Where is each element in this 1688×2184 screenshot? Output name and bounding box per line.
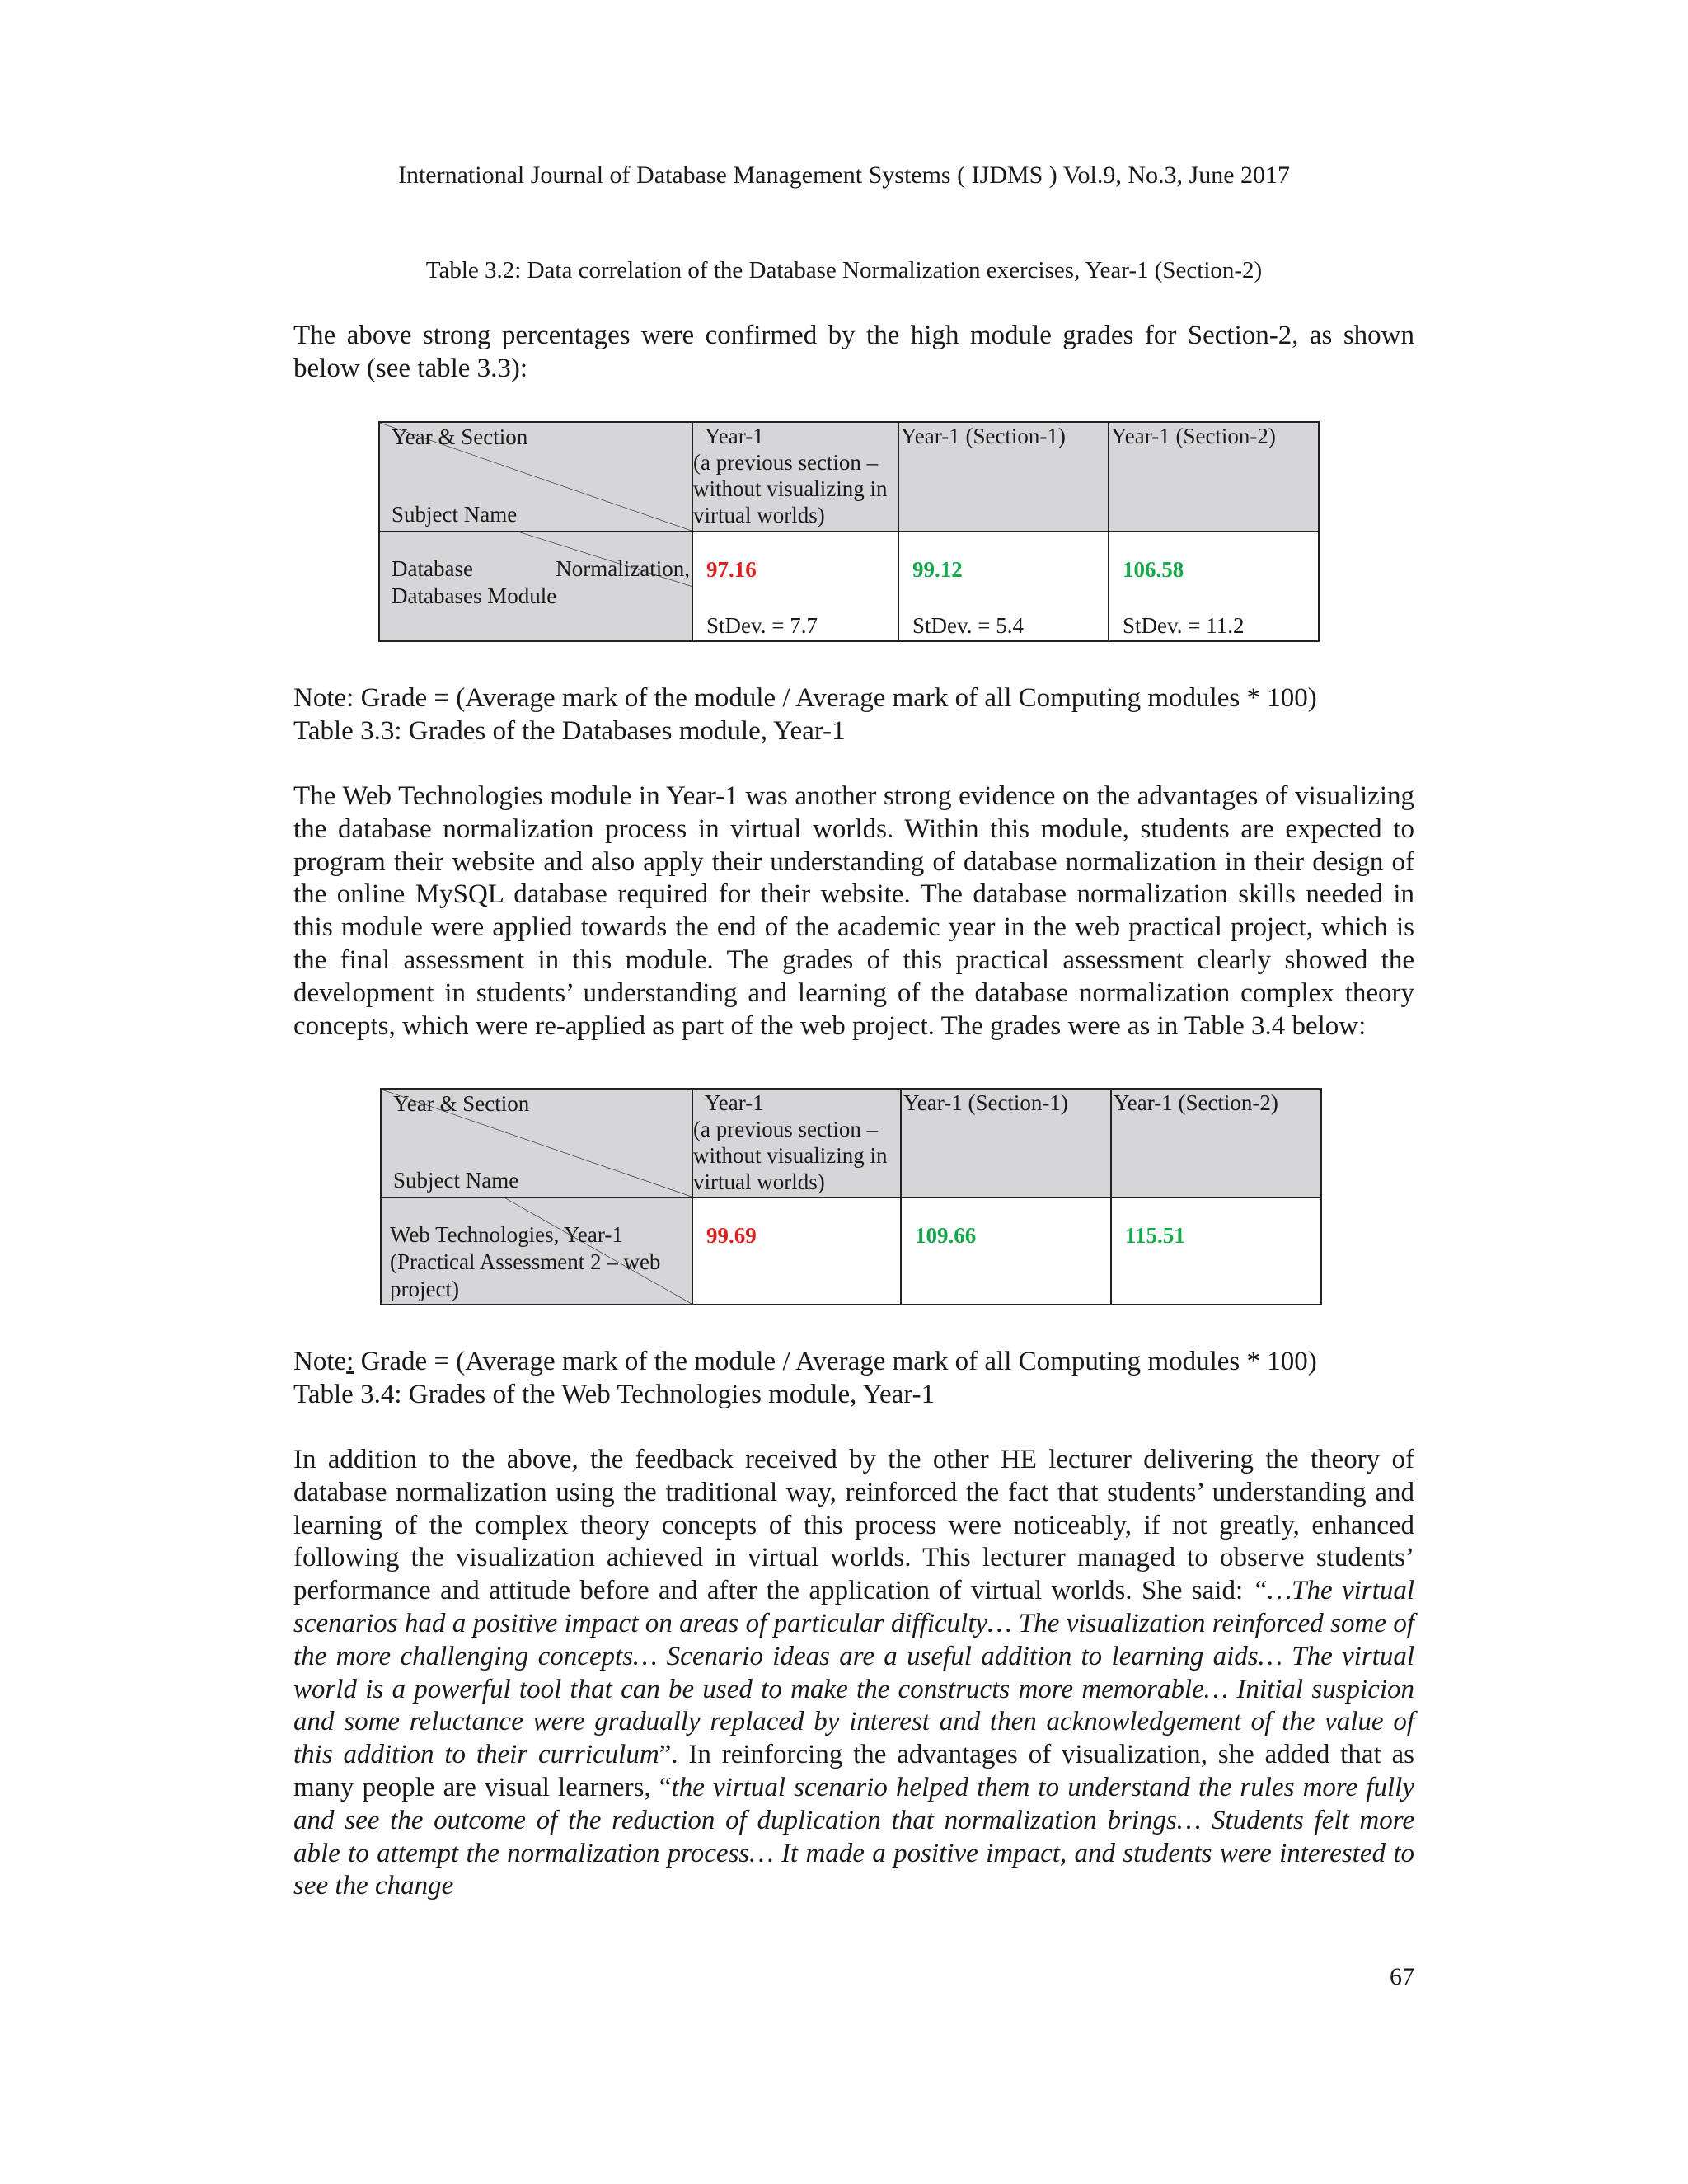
- col-line: Year-1: [705, 1090, 764, 1115]
- caption-table-3-3: Table 3.3: Grades of the Databases module, Year-1: [293, 716, 846, 746]
- corner-label-subject-name: Subject Name: [393, 1168, 519, 1193]
- note-table-3-4: [293, 1345, 1317, 1378]
- lecturer-quote-2: the virtual scenario helped them to understand the rules more fully and see the outcome of the reduction of duplication that normalization brings… Students felt more able to attempt the normalization process… It made a positive impact, and students were interested to see the change: [293, 1772, 1414, 1901]
- corner-label-year-section: Year & Section: [393, 1091, 530, 1116]
- col-line: without visualizing in: [693, 476, 888, 501]
- paragraph-web-technologies: The Web Technologies module in Year-1 was another strong evidence on the advantages of visualizing the database normalization process in virtual worlds. Within this module, students are expected to program their website and also apply their understanding of database normalization in their design of the online MySQL database required for their website. The database normalization skills needed in this module were applied towards the end of the academic year in the web practical project, which is the final assessment in this module. The grades of this practical assessment clearly showed the development in students’ understanding and learning of the database normalization complex theory concepts, which were re-applied as part of the web project. The grades were as in Table 3.4 below:: [293, 781, 1414, 1041]
- note-text: Grade = (Average mark of the module / Average mark of all Computing modules * 100): [354, 1347, 1317, 1376]
- feedback-text: In addition to the above, the feedback received by the other HE lecturer delivering the theory of database normalization using the traditional way, reinforced the fact that students’ understanding and learning of the complex theory concepts of this process were noticeably, if not greatly, enhanced following the visualization achieved in virtual worlds. This lecturer managed to observe students’ performance and attitude before and after the application of virtual worlds. She said:: [293, 1445, 1414, 1606]
- table-3-3-value-section1: [898, 532, 1109, 641]
- caption-table-3-4: Table 3.4: Grades of the Web Technologies module, Year-1: [293, 1380, 935, 1409]
- table-3-3-col-section2: Year-1 (Section-2): [1109, 422, 1319, 532]
- table-3-4-value-previous: [692, 1197, 901, 1305]
- table-3-3-col-section1: Year-1 (Section-1): [898, 422, 1109, 532]
- paragraph-intro: The above strong percentages were confirmed by the high module grades for Section-2, as shown below (see table 3.3):: [293, 321, 1414, 383]
- subject-line-module: Databases Module: [392, 583, 557, 608]
- table-3-4-subject-cell: [381, 1197, 692, 1305]
- table-3-3-col-previous: [692, 422, 898, 532]
- table-3-2-caption: Table 3.2: Data correlation of the Database Normalization exercises, Year-1 (Section-2): [425, 257, 1263, 284]
- page-number: 67: [1390, 1963, 1414, 1990]
- col-line: virtual worlds): [693, 503, 825, 527]
- subject-line: project): [390, 1277, 459, 1301]
- grade-value-section2: 115.51: [1125, 1223, 1185, 1248]
- subject-word-database: Database: [392, 556, 473, 581]
- table-3-4-value-section2: [1111, 1197, 1321, 1305]
- col-line: (a previous section –: [693, 450, 879, 475]
- stdev-section1: StDev. = 5.4: [912, 613, 1024, 638]
- corner-label-subject-name: Subject Name: [392, 502, 518, 527]
- grade-value-previous: 99.69: [706, 1223, 757, 1248]
- note-colon: :: [346, 1347, 354, 1376]
- note-prefix: Note: [293, 1347, 347, 1376]
- subject-word-normalization: Normalization,: [556, 556, 690, 581]
- note-table-3-3: Note: Grade = (Average mark of the module / Average mark of all Computing modules * 100): [293, 683, 1317, 713]
- paragraph-lecturer-feedback: [293, 1444, 1414, 1903]
- col-line: (a previous section –: [693, 1117, 879, 1141]
- grade-value-section1: 99.12: [912, 557, 963, 582]
- subject-line: Web Technologies, Year-1: [390, 1222, 623, 1247]
- table-3-4-col-section1: Year-1 (Section-1): [901, 1089, 1111, 1197]
- table-3-3-value-section2: [1109, 532, 1319, 641]
- table-3-4-corner-cell: [381, 1089, 692, 1197]
- table-3-3: [378, 421, 1320, 642]
- stdev-previous: StDev. = 7.7: [706, 613, 818, 638]
- table-3-3-corner-cell: [379, 422, 692, 532]
- subject-line: (Practical Assessment 2 – web: [390, 1249, 661, 1274]
- journal-header: International Journal of Database Management Systems ( IJDMS ) Vol.9, No.3, June 2017: [397, 162, 1291, 189]
- grade-value-previous: 97.16: [706, 557, 757, 582]
- grade-value-section1: 109.66: [915, 1223, 977, 1248]
- table-3-3-value-previous: [692, 532, 898, 641]
- feedback-text-continued: ”. In reinforcing the advantages of visualization, she added that as many people are visual learners, “: [293, 1740, 1414, 1802]
- lecturer-quote-1: “…The virtual scenarios had a positive impact on areas of particular difficulty… The visualization reinforced some of the more challenging concepts… Scenario ideas are a useful addition to learning aids… The virtual world is a powerful tool that can be used to make the constructs more memorable… Initial suspicion and some reluctance were gradually replaced by interest and then acknowledgement of the value of this addition to their curriculum: [293, 1576, 1414, 1770]
- grade-value-section2: 106.58: [1123, 557, 1184, 582]
- col-line: virtual worlds): [693, 1169, 825, 1194]
- table-3-4-col-section2: Year-1 (Section-2): [1111, 1089, 1321, 1197]
- col-line: Year-1: [705, 424, 764, 448]
- col-line: without visualizing in: [693, 1143, 888, 1168]
- table-3-3-subject-cell: [379, 532, 692, 641]
- table-3-4-col-previous: [692, 1089, 901, 1197]
- table-3-4-value-section1: [901, 1197, 1111, 1305]
- table-3-4: [380, 1088, 1322, 1305]
- corner-label-year-section: Year & Section: [392, 424, 528, 449]
- stdev-section2: StDev. = 11.2: [1123, 613, 1245, 638]
